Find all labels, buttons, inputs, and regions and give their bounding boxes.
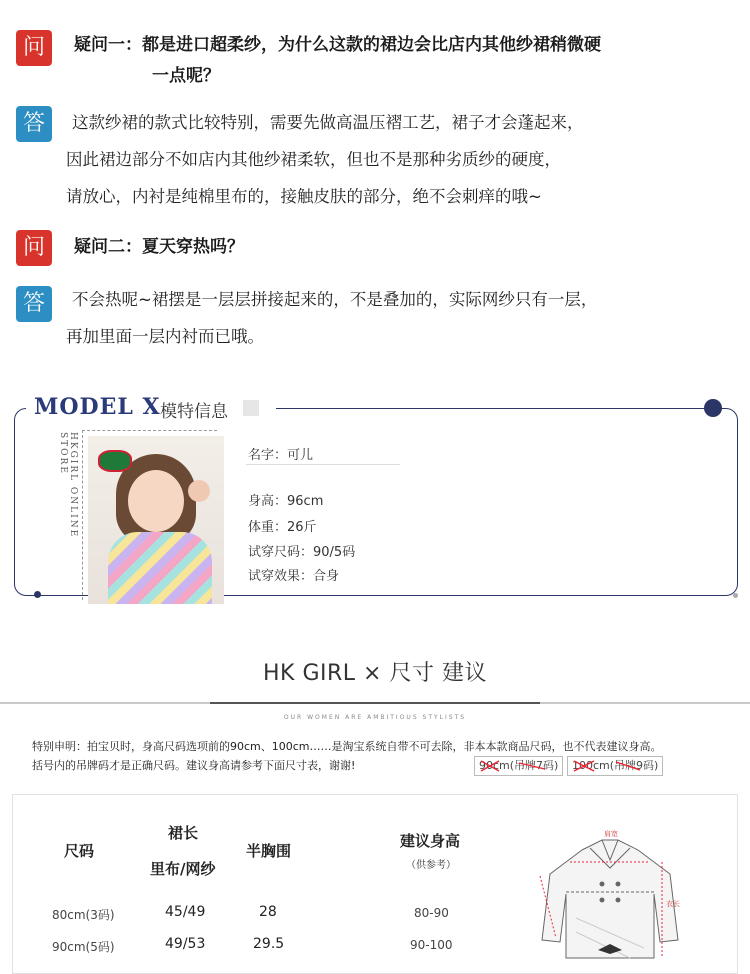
header-height: 建议身高: [400, 832, 461, 850]
model-title: MODEL X: [34, 394, 161, 420]
model-height: 身高：96cm: [248, 494, 324, 509]
question-icon: 问: [16, 230, 52, 266]
card-dot-left: [34, 591, 41, 598]
size-tag-100: [567, 756, 663, 776]
photo-dress: [108, 532, 212, 604]
name-underline: [246, 464, 400, 465]
card-dot-corner: [733, 593, 738, 598]
size-tag-90-label: 90cm(吊牌7码): [479, 759, 559, 772]
model-trial-effect: 试穿效果：合身: [248, 569, 340, 584]
answer-icon: 答: [16, 286, 52, 322]
answer-line: 再加里面一层内衬而已哦。: [66, 327, 264, 346]
diagram-label-length: 衣长: [666, 900, 680, 908]
answer-text: [66, 104, 584, 215]
header-height-note: （供参考）: [406, 860, 456, 871]
photo-hair-bow: [98, 450, 132, 472]
question-line: 疑问一：都是进口超柔纱，为什么这款的裙边会比店内其他纱裙稍微硬: [74, 35, 601, 55]
garment-diagram-icon: [520, 822, 700, 962]
dashed-divider-horizontal: [82, 430, 217, 431]
question-line: 疑问二：夏天穿热吗？: [74, 237, 244, 257]
cell-height: 90-100: [410, 938, 453, 952]
photo-hand: [188, 480, 210, 502]
dashed-divider-vertical: [82, 430, 83, 600]
model-photo: [88, 436, 224, 604]
model-name: 名字：可儿: [248, 448, 314, 463]
answer-line: 请放心，内衬是纯棉里布的，接触皮肤的部分，绝不会刺痒的哦~: [66, 187, 542, 206]
header-size: 尺码: [64, 842, 95, 860]
model-weight: 体重：26斤: [248, 520, 317, 535]
size-section-title: HK GIRL × 尺寸 建议: [263, 661, 487, 686]
cell-size: 80cm(3码): [52, 908, 115, 922]
model-trial-size: 试穿尺码：90/5码: [248, 545, 356, 560]
size-tag-90: [474, 756, 563, 776]
diagram-label-shoulder: 肩宽: [604, 830, 618, 838]
header-length: 裙长: [168, 824, 199, 842]
size-note-line-2: 括号内的吊牌码才是正确尺码。建议身高请参考下面尺寸表，谢谢!: [32, 759, 356, 772]
cell-length: 45/49: [165, 904, 206, 920]
cell-size: 90cm(5码): [52, 940, 115, 954]
cell-bust: 28: [259, 904, 277, 920]
question-icon: 问: [16, 30, 52, 66]
answer-line: 不会热呢~裙摆是一层层拼接起来的，不是叠加的，实际网纱只有一层，: [72, 290, 598, 309]
card-dot-right: [704, 399, 722, 417]
answer-line: 这款纱裙的款式比较特别，需要先做高温压褶工艺，裙子才会蓬起来，: [72, 113, 584, 132]
size-note-line-1: 特别申明：拍宝贝时，身高尺码选项前的90cm、100cm……是淘宝系统自带不可去除，非本本款商品尺码，也不代表建议身高。: [32, 740, 662, 753]
question-text: [74, 232, 244, 263]
blurred-mark: [243, 400, 259, 416]
photo-face: [128, 470, 184, 532]
answer-text: [66, 281, 597, 355]
answer-icon: 答: [16, 106, 52, 142]
cell-bust: 29.5: [253, 936, 285, 952]
cell-height: 80-90: [414, 906, 449, 920]
answer-line: 因此裙边部分不如店内其他纱裙柔软，但也不是那种劣质纱的硬度，: [66, 150, 561, 169]
model-subtitle: 模特信息: [160, 402, 228, 422]
title-rule-accent: [210, 702, 540, 704]
cell-length: 49/53: [165, 936, 206, 952]
store-vertical-text: HKGIRL ONLINE STORE: [58, 432, 78, 539]
question-text: [74, 30, 601, 92]
slogan: OUR WOMEN ARE AMBITIOUS STYLISTS: [283, 714, 467, 721]
question-line: 一点呢？: [152, 66, 220, 86]
size-tag-100-label: 100cm(吊牌9码): [572, 759, 659, 772]
header-length-sub: 里布/网纱: [150, 860, 216, 878]
header-bust: 半胸围: [246, 842, 292, 860]
